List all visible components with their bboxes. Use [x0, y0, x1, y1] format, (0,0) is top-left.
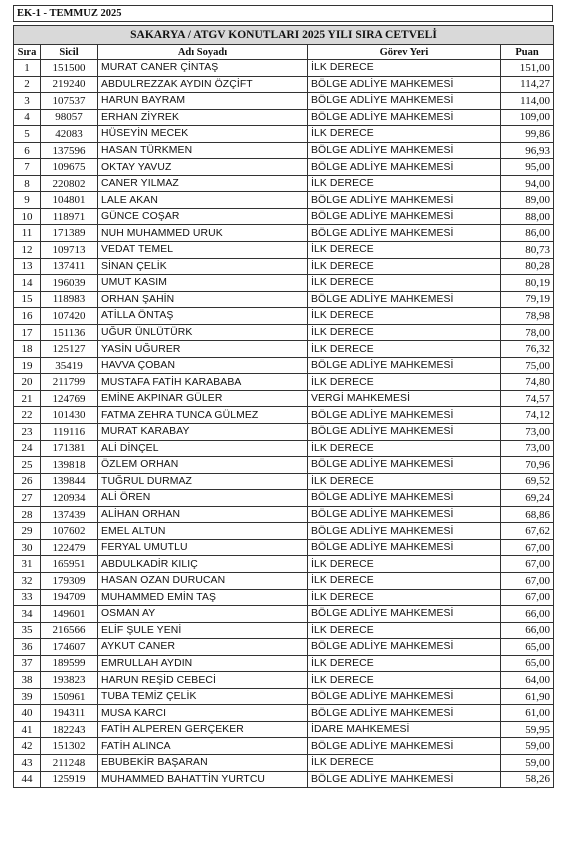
cell-adi-soyadi: ALİ DİNÇEL: [98, 440, 308, 457]
cell-gorev-yeri: İLK DERECE: [308, 126, 501, 143]
cell-puan: 80,73: [501, 242, 554, 259]
cell-sira: 17: [14, 324, 41, 341]
cell-sira: 21: [14, 390, 41, 407]
cell-puan: 70,96: [501, 457, 554, 474]
cell-sira: 40: [14, 705, 41, 722]
cell-sicil: 120934: [41, 490, 98, 507]
cell-gorev-yeri: İLK DERECE: [308, 655, 501, 672]
cell-sicil: 35419: [41, 357, 98, 374]
table-row: [14, 771, 554, 788]
cell-gorev-yeri: BÖLGE ADLİYE MAHKEMESİ: [308, 705, 501, 722]
cell-sira: 35: [14, 622, 41, 639]
cell-puan: 69,52: [501, 473, 554, 490]
cell-gorev-yeri: İLK DERECE: [308, 440, 501, 457]
table-row: [14, 374, 554, 391]
cell-adi-soyadi: EMİNE AKPINAR GÜLER: [98, 390, 308, 407]
cell-gorev-yeri: İLK DERECE: [308, 622, 501, 639]
table-row: [14, 275, 554, 292]
cell-gorev-yeri: BÖLGE ADLİYE MAHKEMESİ: [308, 424, 501, 441]
cell-gorev-yeri: BÖLGE ADLİYE MAHKEMESİ: [308, 76, 501, 93]
cell-puan: 94,00: [501, 175, 554, 192]
table-row: [14, 126, 554, 143]
cell-sira: 11: [14, 225, 41, 242]
cell-sira: 10: [14, 208, 41, 225]
cell-puan: 74,57: [501, 390, 554, 407]
cell-sicil: 151136: [41, 324, 98, 341]
cell-sicil: 101430: [41, 407, 98, 424]
cell-adi-soyadi: ELİF ŞULE YENİ: [98, 622, 308, 639]
cell-adi-soyadi: ERHAN ZİYREK: [98, 109, 308, 126]
cell-sicil: 182243: [41, 721, 98, 738]
cell-adi-soyadi: EBUBEKİR BAŞARAN: [98, 754, 308, 771]
cell-sira: 24: [14, 440, 41, 457]
cell-gorev-yeri: BÖLGE ADLİYE MAHKEMESİ: [308, 192, 501, 209]
cell-adi-soyadi: MURAT KARABAY: [98, 424, 308, 441]
cell-gorev-yeri: BÖLGE ADLİYE MAHKEMESİ: [308, 639, 501, 656]
cell-sira: 44: [14, 771, 41, 788]
cell-adi-soyadi: GÜNCE COŞAR: [98, 208, 308, 225]
cell-puan: 65,00: [501, 655, 554, 672]
cell-sira: 27: [14, 490, 41, 507]
cell-sira: 13: [14, 258, 41, 275]
cell-sira: 3: [14, 93, 41, 110]
cell-sira: 19: [14, 357, 41, 374]
cell-sicil: 150961: [41, 688, 98, 705]
table-row: [14, 109, 554, 126]
cell-sicil: 118971: [41, 208, 98, 225]
cell-puan: 109,00: [501, 109, 554, 126]
cell-gorev-yeri: BÖLGE ADLİYE MAHKEMESİ: [308, 407, 501, 424]
cell-sicil: 216566: [41, 622, 98, 639]
cell-puan: 99,86: [501, 126, 554, 143]
cell-sicil: 211248: [41, 754, 98, 771]
cell-sira: 1: [14, 60, 41, 77]
cell-sira: 2: [14, 76, 41, 93]
cell-puan: 67,00: [501, 539, 554, 556]
cell-gorev-yeri: BÖLGE ADLİYE MAHKEMESİ: [308, 457, 501, 474]
cell-gorev-yeri: BÖLGE ADLİYE MAHKEMESİ: [308, 93, 501, 110]
cell-sicil: 109675: [41, 159, 98, 176]
cell-adi-soyadi: NUH MUHAMMED URUK: [98, 225, 308, 242]
ranking-table: [13, 25, 554, 788]
table-row: [14, 523, 554, 540]
cell-adi-soyadi: UĞUR ÜNLÜTÜRK: [98, 324, 308, 341]
table-row: [14, 407, 554, 424]
cell-sicil: 139844: [41, 473, 98, 490]
cell-adi-soyadi: ÖZLEM ORHAN: [98, 457, 308, 474]
cell-sira: 16: [14, 308, 41, 325]
cell-sira: 30: [14, 539, 41, 556]
cell-sicil: 220802: [41, 175, 98, 192]
cell-sicil: 219240: [41, 76, 98, 93]
cell-sira: 20: [14, 374, 41, 391]
cell-adi-soyadi: ABDULREZZAK AYDIN ÖZÇİFT: [98, 76, 308, 93]
cell-adi-soyadi: HÜSEYİN MECEK: [98, 126, 308, 143]
cell-sicil: 119116: [41, 424, 98, 441]
cell-sira: 43: [14, 754, 41, 771]
cell-gorev-yeri: BÖLGE ADLİYE MAHKEMESİ: [308, 142, 501, 159]
cell-sicil: 125919: [41, 771, 98, 788]
cell-puan: 80,28: [501, 258, 554, 275]
table-row: [14, 738, 554, 755]
cell-sicil: 179309: [41, 572, 98, 589]
annex-label: EK-1 - TEMMUZ 2025: [13, 5, 553, 22]
table-row: [14, 572, 554, 589]
col-header-puan: Puan: [501, 45, 554, 60]
cell-gorev-yeri: BÖLGE ADLİYE MAHKEMESİ: [308, 159, 501, 176]
cell-adi-soyadi: MURAT CANER ÇİNTAŞ: [98, 60, 308, 77]
cell-adi-soyadi: FATMA ZEHRA TUNCA GÜLMEZ: [98, 407, 308, 424]
cell-puan: 74,80: [501, 374, 554, 391]
col-header-sira: Sıra: [14, 45, 41, 60]
cell-sicil: 139818: [41, 457, 98, 474]
cell-puan: 86,00: [501, 225, 554, 242]
cell-gorev-yeri: BÖLGE ADLİYE MAHKEMESİ: [308, 291, 501, 308]
cell-adi-soyadi: HASAN OZAN DURUCAN: [98, 572, 308, 589]
cell-gorev-yeri: İLK DERECE: [308, 60, 501, 77]
cell-adi-soyadi: HARUN BAYRAM: [98, 93, 308, 110]
cell-puan: 61,00: [501, 705, 554, 722]
cell-sira: 14: [14, 275, 41, 292]
cell-adi-soyadi: ABDULKADİR KILIÇ: [98, 556, 308, 573]
cell-puan: 59,00: [501, 754, 554, 771]
cell-puan: 66,00: [501, 606, 554, 623]
table-row: [14, 159, 554, 176]
cell-puan: 151,00: [501, 60, 554, 77]
cell-sicil: 193823: [41, 672, 98, 689]
cell-gorev-yeri: BÖLGE ADLİYE MAHKEMESİ: [308, 738, 501, 755]
table-row: [14, 60, 554, 77]
table-row: [14, 242, 554, 259]
cell-sicil: 137596: [41, 142, 98, 159]
cell-adi-soyadi: FATİH ALPEREN GERÇEKER: [98, 721, 308, 738]
cell-adi-soyadi: MUHAMMED EMİN TAŞ: [98, 589, 308, 606]
table-row: [14, 324, 554, 341]
cell-sira: 5: [14, 126, 41, 143]
cell-adi-soyadi: YASİN UĞURER: [98, 341, 308, 358]
cell-sicil: 194709: [41, 589, 98, 606]
cell-sira: 8: [14, 175, 41, 192]
cell-puan: 69,24: [501, 490, 554, 507]
cell-sira: 33: [14, 589, 41, 606]
cell-gorev-yeri: İLK DERECE: [308, 473, 501, 490]
table-row: [14, 506, 554, 523]
cell-sicil: 125127: [41, 341, 98, 358]
table-row: [14, 688, 554, 705]
cell-sira: 22: [14, 407, 41, 424]
cell-sicil: 171389: [41, 225, 98, 242]
cell-sira: 23: [14, 424, 41, 441]
cell-puan: 67,62: [501, 523, 554, 540]
cell-puan: 67,00: [501, 556, 554, 573]
cell-puan: 96,93: [501, 142, 554, 159]
table-row: [14, 175, 554, 192]
cell-sira: 15: [14, 291, 41, 308]
cell-adi-soyadi: MUSTAFA FATİH KARABABA: [98, 374, 308, 391]
cell-puan: 78,00: [501, 324, 554, 341]
cell-adi-soyadi: VEDAT TEMEL: [98, 242, 308, 259]
table-row: [14, 490, 554, 507]
cell-gorev-yeri: BÖLGE ADLİYE MAHKEMESİ: [308, 506, 501, 523]
cell-puan: 64,00: [501, 672, 554, 689]
cell-gorev-yeri: İLK DERECE: [308, 242, 501, 259]
cell-gorev-yeri: İLK DERECE: [308, 308, 501, 325]
cell-adi-soyadi: FERYAL UMUTLU: [98, 539, 308, 556]
col-header-sicil: Sicil: [41, 45, 98, 60]
cell-adi-soyadi: EMEL ALTUN: [98, 523, 308, 540]
cell-puan: 59,95: [501, 721, 554, 738]
cell-puan: 73,00: [501, 440, 554, 457]
cell-puan: 65,00: [501, 639, 554, 656]
table-row: [14, 258, 554, 275]
cell-sira: 6: [14, 142, 41, 159]
cell-gorev-yeri: İLK DERECE: [308, 324, 501, 341]
cell-sicil: 98057: [41, 109, 98, 126]
cell-adi-soyadi: LALE AKAN: [98, 192, 308, 209]
cell-sira: 34: [14, 606, 41, 623]
table-row: [14, 390, 554, 407]
cell-sira: 37: [14, 655, 41, 672]
cell-sira: 36: [14, 639, 41, 656]
cell-adi-soyadi: UMUT KASIM: [98, 275, 308, 292]
table-row: [14, 754, 554, 771]
cell-sicil: 109713: [41, 242, 98, 259]
cell-sira: 7: [14, 159, 41, 176]
cell-adi-soyadi: ATİLLA ÖNTAŞ: [98, 308, 308, 325]
cell-gorev-yeri: İLK DERECE: [308, 754, 501, 771]
cell-sicil: 122479: [41, 539, 98, 556]
table-row: [14, 672, 554, 689]
table-row: [14, 473, 554, 490]
table-row: [14, 424, 554, 441]
cell-sira: 28: [14, 506, 41, 523]
cell-sira: 31: [14, 556, 41, 573]
cell-sicil: 171381: [41, 440, 98, 457]
col-header-gorev-yeri: Görev Yeri: [308, 45, 501, 60]
cell-sicil: 165951: [41, 556, 98, 573]
cell-adi-soyadi: CANER YILMAZ: [98, 175, 308, 192]
table-row: [14, 589, 554, 606]
cell-gorev-yeri: İLK DERECE: [308, 556, 501, 573]
cell-sicil: 137411: [41, 258, 98, 275]
cell-sicil: 211799: [41, 374, 98, 391]
cell-adi-soyadi: TUĞRUL DURMAZ: [98, 473, 308, 490]
cell-sicil: 151500: [41, 60, 98, 77]
cell-sicil: 107537: [41, 93, 98, 110]
table-row: [14, 93, 554, 110]
cell-adi-soyadi: OSMAN AY: [98, 606, 308, 623]
table-row: [14, 142, 554, 159]
cell-adi-soyadi: MUSA KARCI: [98, 705, 308, 722]
cell-adi-soyadi: ORHAN ŞAHİN: [98, 291, 308, 308]
cell-sira: 42: [14, 738, 41, 755]
cell-puan: 61,90: [501, 688, 554, 705]
cell-sicil: 107420: [41, 308, 98, 325]
cell-puan: 80,19: [501, 275, 554, 292]
cell-sicil: 196039: [41, 275, 98, 292]
cell-adi-soyadi: MUHAMMED BAHATTİN YURTCU: [98, 771, 308, 788]
cell-gorev-yeri: BÖLGE ADLİYE MAHKEMESİ: [308, 208, 501, 225]
cell-puan: 95,00: [501, 159, 554, 176]
cell-gorev-yeri: İLK DERECE: [308, 572, 501, 589]
cell-gorev-yeri: VERGİ MAHKEMESİ: [308, 390, 501, 407]
table-row: [14, 225, 554, 242]
cell-gorev-yeri: BÖLGE ADLİYE MAHKEMESİ: [308, 357, 501, 374]
table-row: [14, 341, 554, 358]
cell-puan: 58,26: [501, 771, 554, 788]
table-title: SAKARYA / ATGV KONUTLARI 2025 YILI SIRA CETVELİ: [14, 26, 554, 45]
col-header-adi-soyadi: Adı Soyadı: [98, 45, 308, 60]
cell-puan: 67,00: [501, 589, 554, 606]
cell-sira: 41: [14, 721, 41, 738]
cell-adi-soyadi: FATİH ALINCA: [98, 738, 308, 755]
cell-gorev-yeri: İLK DERECE: [308, 672, 501, 689]
cell-sicil: 149601: [41, 606, 98, 623]
cell-gorev-yeri: İLK DERECE: [308, 589, 501, 606]
cell-puan: 59,00: [501, 738, 554, 755]
table-row: [14, 440, 554, 457]
cell-sira: 26: [14, 473, 41, 490]
table-row: [14, 622, 554, 639]
table-row: [14, 308, 554, 325]
cell-gorev-yeri: BÖLGE ADLİYE MAHKEMESİ: [308, 490, 501, 507]
cell-puan: 68,86: [501, 506, 554, 523]
cell-adi-soyadi: HAVVA ÇOBAN: [98, 357, 308, 374]
cell-sicil: 42083: [41, 126, 98, 143]
cell-gorev-yeri: İLK DERECE: [308, 341, 501, 358]
table-row: [14, 357, 554, 374]
cell-puan: 74,12: [501, 407, 554, 424]
cell-gorev-yeri: İLK DERECE: [308, 258, 501, 275]
cell-adi-soyadi: TUBA TEMİZ ÇELİK: [98, 688, 308, 705]
cell-puan: 79,19: [501, 291, 554, 308]
cell-puan: 76,32: [501, 341, 554, 358]
table-row: [14, 291, 554, 308]
cell-gorev-yeri: BÖLGE ADLİYE MAHKEMESİ: [308, 771, 501, 788]
cell-puan: 75,00: [501, 357, 554, 374]
cell-adi-soyadi: HASAN TÜRKMEN: [98, 142, 308, 159]
cell-sira: 9: [14, 192, 41, 209]
cell-sicil: 151302: [41, 738, 98, 755]
cell-adi-soyadi: ALİ ÖREN: [98, 490, 308, 507]
cell-sicil: 104801: [41, 192, 98, 209]
table-row: [14, 721, 554, 738]
cell-sira: 29: [14, 523, 41, 540]
cell-puan: 89,00: [501, 192, 554, 209]
cell-puan: 88,00: [501, 208, 554, 225]
cell-puan: 114,00: [501, 93, 554, 110]
cell-gorev-yeri: BÖLGE ADLİYE MAHKEMESİ: [308, 606, 501, 623]
cell-sira: 32: [14, 572, 41, 589]
table-row: [14, 705, 554, 722]
cell-adi-soyadi: AYKUT CANER: [98, 639, 308, 656]
cell-gorev-yeri: BÖLGE ADLİYE MAHKEMESİ: [308, 539, 501, 556]
cell-sicil: 107602: [41, 523, 98, 540]
table-row: [14, 655, 554, 672]
cell-adi-soyadi: EMRULLAH AYDIN: [98, 655, 308, 672]
cell-gorev-yeri: İLK DERECE: [308, 275, 501, 292]
cell-sira: 12: [14, 242, 41, 259]
cell-gorev-yeri: BÖLGE ADLİYE MAHKEMESİ: [308, 688, 501, 705]
cell-adi-soyadi: HARUN REŞİD CEBECİ: [98, 672, 308, 689]
cell-sira: 39: [14, 688, 41, 705]
cell-gorev-yeri: BÖLGE ADLİYE MAHKEMESİ: [308, 225, 501, 242]
cell-adi-soyadi: OKTAY YAVUZ: [98, 159, 308, 176]
cell-adi-soyadi: ALİHAN ORHAN: [98, 506, 308, 523]
table-row: [14, 457, 554, 474]
cell-gorev-yeri: BÖLGE ADLİYE MAHKEMESİ: [308, 523, 501, 540]
cell-puan: 73,00: [501, 424, 554, 441]
cell-sira: 25: [14, 457, 41, 474]
cell-sicil: 137439: [41, 506, 98, 523]
table-row: [14, 192, 554, 209]
cell-puan: 66,00: [501, 622, 554, 639]
cell-sicil: 174607: [41, 639, 98, 656]
cell-sira: 38: [14, 672, 41, 689]
cell-puan: 114,27: [501, 76, 554, 93]
table-row: [14, 606, 554, 623]
table-row: [14, 639, 554, 656]
cell-sira: 18: [14, 341, 41, 358]
table-row: [14, 208, 554, 225]
cell-sicil: 194311: [41, 705, 98, 722]
table-row: [14, 556, 554, 573]
cell-puan: 67,00: [501, 572, 554, 589]
cell-sicil: 124769: [41, 390, 98, 407]
cell-sicil: 189599: [41, 655, 98, 672]
table-body: [14, 60, 554, 788]
cell-sicil: 118983: [41, 291, 98, 308]
cell-adi-soyadi: SİNAN ÇELİK: [98, 258, 308, 275]
table-row: [14, 539, 554, 556]
cell-gorev-yeri: İLK DERECE: [308, 175, 501, 192]
table-row: [14, 76, 554, 93]
cell-sira: 4: [14, 109, 41, 126]
cell-gorev-yeri: İDARE MAHKEMESİ: [308, 721, 501, 738]
cell-gorev-yeri: İLK DERECE: [308, 374, 501, 391]
cell-gorev-yeri: BÖLGE ADLİYE MAHKEMESİ: [308, 109, 501, 126]
cell-puan: 78,98: [501, 308, 554, 325]
